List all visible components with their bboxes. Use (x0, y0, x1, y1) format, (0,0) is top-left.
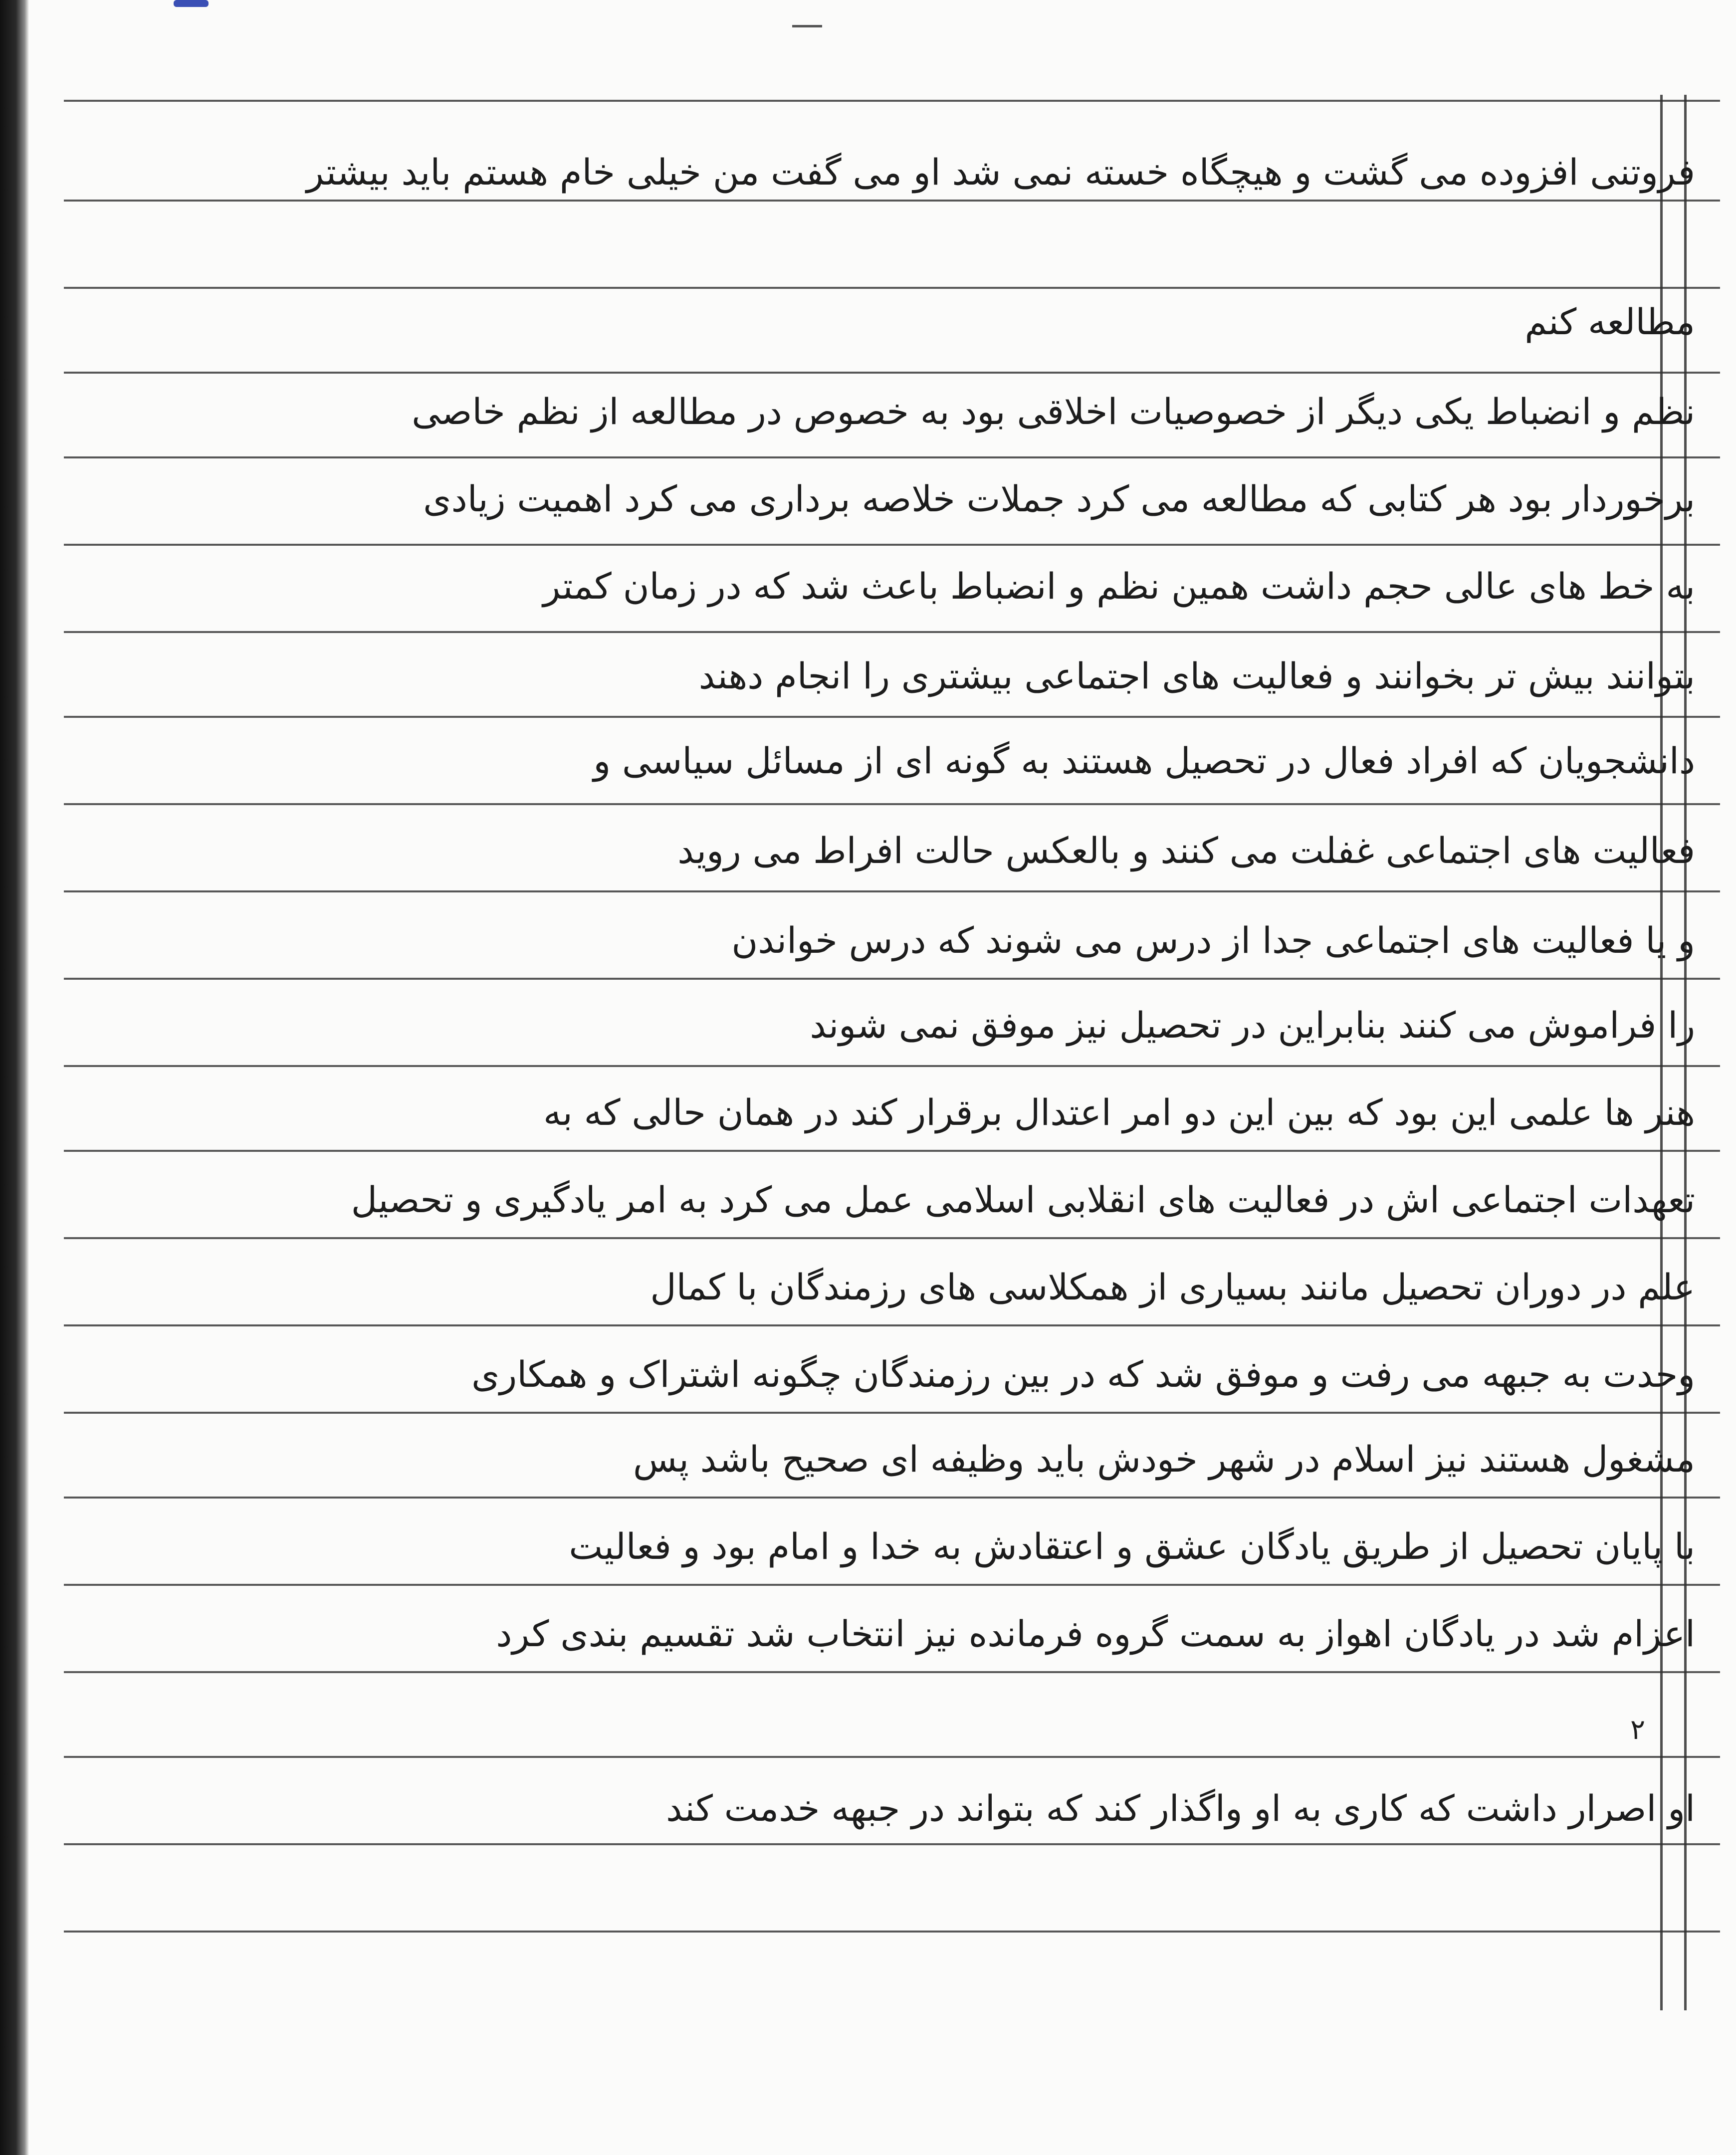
ruled-line (64, 1931, 1720, 1933)
text-line: برخوردار بود هر کتابی که مطالعه می کرد جملات خلاصه برداری می کرد اهمیت زیادی (423, 478, 1695, 520)
ruled-line (64, 544, 1720, 546)
top-ink-dash (792, 25, 822, 27)
ruled-line (64, 803, 1720, 805)
ruled-paper (29, 0, 1736, 2155)
ruled-line (64, 1843, 1720, 1845)
margin-line (1660, 95, 1663, 2010)
text-line: را فراموش می کنند بنابراین در تحصیل نیز موفق نمی شوند (810, 1004, 1695, 1046)
text-line: فروتنی افزوده می گشت و هیچگاه خسته نمی شد او می گفت من خیلی خام هستم باید بیشتر (306, 151, 1695, 193)
page-number: ۲ (1630, 1714, 1646, 1746)
ruled-line (64, 716, 1720, 718)
text-line: هنر ها علمی این بود که بین این دو امر اعتدال برقرار کند در همان حالی که به (543, 1091, 1695, 1133)
text-line: وحدت به جبهه می رفت و موفق شد که در بین رزمندگان چگونه اشتراک و همکاری (471, 1353, 1695, 1395)
text-line: فعالیت های اجتماعی غفلت می کنند و بالعکس حالت افراط می روید (677, 830, 1695, 871)
text-line: او اصرار داشت که کاری به او واگذار کند که بتواند در جبهه خدمت کند (666, 1787, 1695, 1829)
text-line: با پایان تحصیل از طریق یادگان عشق و اعتقادش به خدا و امام بود و فعالیت (569, 1525, 1695, 1567)
text-line: اعزام شد در یادگان اهواز به سمت گروه فرمانده نیز انتخاب شد تقسیم بندی کرد (496, 1613, 1695, 1655)
ruled-line (64, 456, 1720, 458)
text-line: مطالعه کنم (1524, 301, 1695, 343)
ruled-line (64, 1150, 1720, 1152)
ruled-line (64, 200, 1720, 202)
ruled-line (64, 1756, 1720, 1758)
ruled-line (64, 1237, 1720, 1239)
ruled-line (64, 631, 1720, 633)
ruled-line (64, 100, 1720, 102)
text-line: مشغول هستند نیز اسلام در شهر خودش باید وظیفه ای صحیح باشد پس (633, 1438, 1695, 1480)
text-line: دانشجویان که افراد فعال در تحصیل هستند به گونه ای از مسائل سیاسی و (593, 740, 1695, 782)
text-line: بتوانند بیش تر بخوانند و فعالیت های اجتماعی بیشتری را انجام دهند (698, 655, 1695, 697)
text-line: تعهدات اجتماعی اش در فعالیت های انقلابی اسلامی عمل می کرد به امر یادگیری و تحصیل (351, 1179, 1695, 1221)
text-line: نظم و انضباط یکی دیگر از خصوصیات اخلاقی بود به خصوص در مطالعه از نظم خاصی (412, 391, 1695, 432)
ruled-line (64, 1324, 1720, 1326)
ruled-line (64, 890, 1720, 892)
ruled-line (64, 287, 1720, 289)
scan-edge-shadow (0, 0, 29, 2155)
corner-ink-mark (174, 0, 209, 7)
text-line: علم در دوران تحصیل مانند بسیاری از همکلاسی های رزمندگان با کمال (650, 1266, 1695, 1308)
ruled-line (64, 1497, 1720, 1499)
ruled-line (64, 1671, 1720, 1673)
text-line: و یا فعالیت های اجتماعی جدا از درس می شوند که درس خواندن (731, 919, 1695, 961)
text-line: به خط های عالی حجم داشت همین نظم و انضباط باعث شد که در زمان کمتر (543, 565, 1695, 607)
ruled-line (64, 1065, 1720, 1067)
margin-line (1684, 95, 1687, 2010)
ruled-line (64, 978, 1720, 980)
ruled-line (64, 1584, 1720, 1586)
ruled-line (64, 372, 1720, 374)
ruled-line (64, 1412, 1720, 1414)
